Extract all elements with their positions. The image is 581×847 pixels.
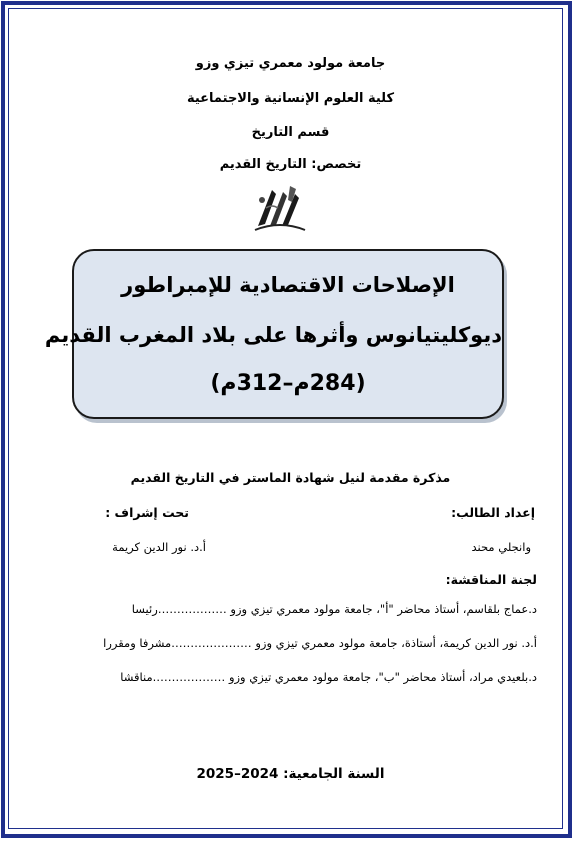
university-name: جامعة مولود معمري تيزي وزو	[195, 56, 386, 71]
department-name: قسم التاريخ	[251, 125, 330, 140]
academic-year: السنة الجامعية: 2024–2025	[196, 766, 385, 782]
jury-label: لجنة المناقشة:	[445, 572, 537, 587]
supervisor-name: أ.د. نور الدين كريمة	[112, 540, 206, 554]
jury-member-president: د.عماج بلقاسم، أستاذ محاضر "أ"، جامعة مولود معمري تيزي وزو ………………رئيسا	[131, 602, 537, 616]
jury-member-supervisor: أ.د. نور الدين كريمة، أستاذة، جامعة مولود معمري تيزي وزو …………………مشرفا ومقررا	[103, 636, 537, 650]
jury-member-examiner: د.بلعيدي مراد، أستاذ محاضر "ب"، جامعة مولود معمري تيزي وزو ……………….مناقشا	[120, 670, 537, 684]
specialty: تخصص: التاريخ القديم	[219, 157, 362, 172]
student-label: إعداد الطالب:	[451, 505, 535, 520]
faculty-name: كلية العلوم الإنسانية والاجتماعية	[186, 91, 395, 106]
supervisor-label: تحت إشراف :	[105, 505, 189, 520]
thesis-title-dates: (284م–312م)	[210, 371, 366, 396]
thesis-description: مذكرة مقدمة لنيل شهادة الماستر في التاريخ القديم	[130, 470, 451, 485]
university-logo-icon	[252, 180, 308, 234]
thesis-title-box	[44, 249, 504, 419]
student-name: وانجلي محند	[471, 540, 531, 554]
thesis-title-line-1: الإصلاحات الاقتصادية للإمبراطور	[121, 273, 455, 297]
thesis-title-line-2: ديوكليتيانوس وأثرها على بلاد المغرب القديم	[44, 323, 502, 347]
